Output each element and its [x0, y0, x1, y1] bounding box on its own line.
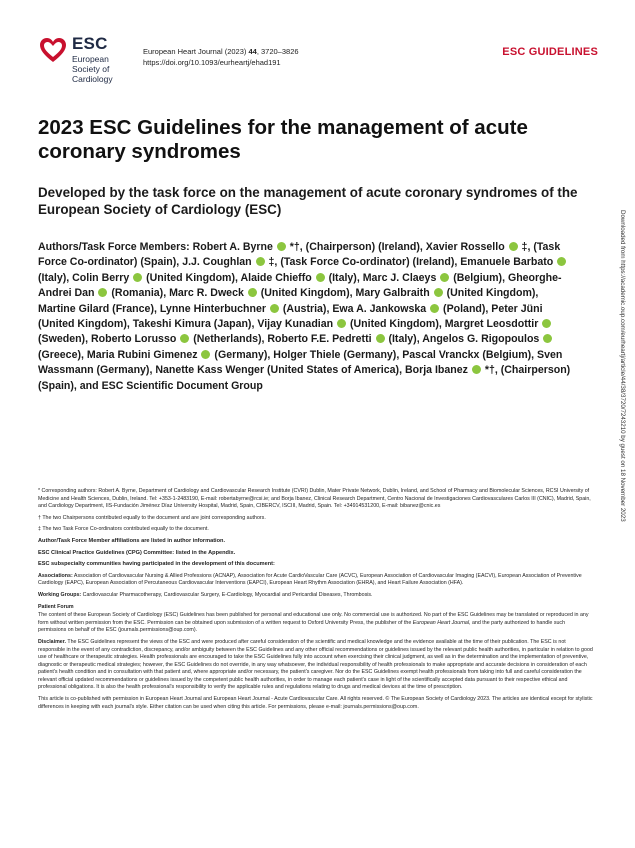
orcid-icon[interactable]	[180, 334, 189, 343]
page-header	[38, 34, 598, 84]
journal-pages: , 3720–3826	[256, 47, 299, 56]
logo-esc-text: ESC	[72, 34, 108, 53]
paper-subtitle: Developed by the task force on the management of acute coronary syndromes of the European Society of Cardiology (ESC)	[38, 185, 578, 217]
subspecialty-note: ESC subspecialty communities having participated in the development of this document:	[38, 561, 275, 568]
orcid-icon[interactable]	[201, 350, 210, 359]
dagger-note: † The two Chairpersons contributed equally to the document and are joint corresponding authors.	[38, 514, 266, 521]
orcid-icon[interactable]	[316, 273, 325, 282]
download-watermark	[619, 210, 627, 700]
orcid-icon[interactable]	[557, 257, 566, 266]
patient-forum-label: Patient Forum	[38, 603, 74, 610]
orcid-icon[interactable]	[430, 304, 439, 313]
orcid-icon[interactable]	[440, 273, 449, 282]
orcid-icon[interactable]	[434, 288, 443, 297]
content-note: The content of these European Society of Cardiology (ESC) Guidelines has been published for personal and educational use only. No commercial use is authorized. No part of the ESC Guidelines may be translated or reproduced in any form without written permission from the ESC. Permission can be obtained upon submission of a written request to Oxford University Press, the publisher of the European Heart Journal, and the party authorized to handle such permissions on behalf of the ESC (journals.permissions@oup.com).	[38, 612, 589, 634]
journal-name: European Heart Journal (2023)	[143, 47, 249, 56]
orcid-icon[interactable]	[509, 242, 518, 251]
orcid-icon[interactable]	[248, 288, 257, 297]
cpg-note: ESC Clinical Practice Guidelines (CPG) Committee: listed in the Appendix.	[38, 549, 236, 556]
heart-logo-icon	[38, 36, 68, 64]
orcid-icon[interactable]	[133, 273, 142, 282]
doi-link[interactable]: https://doi.org/10.1093/eurheartj/ehad191	[143, 58, 281, 67]
orcid-icon[interactable]	[376, 334, 385, 343]
orcid-icon[interactable]	[542, 319, 551, 328]
working-groups-note: Working Groups: Cardiovascular Pharmacotherapy, Cardiovascular Surgery, E-Cardiology, Myocardial and Pericardial Diseases, Thrombosis.	[38, 591, 373, 598]
paper-title: 2023 ESC Guidelines for the management of acute coronary syndromes	[38, 116, 528, 163]
affiliations-note: Author/Task Force Member affiliations are listed in author information.	[38, 537, 226, 544]
copublication-note: This article is co-published with permission in European Heart Journal and European Heart Journal - Acute Cardiovascular Care. All rights reserved. © The European Society of Cardiology 2023. The articles are identical except for stylistic differences in keeping with each journal's style. Either citation can be used when citing this article. For permissions, please e-mail: journals.permissions@oup.com.	[38, 696, 593, 710]
esc-logo	[38, 34, 148, 84]
front-matter-notes	[38, 488, 594, 715]
corresponding-note: * Corresponding authors: Robert A. Byrne, Department of Cardiology and Cardiovascular Research Institute (CVRI) Dublin, Mater Private Network, Dublin, Ireland, and School of Pharmacy and Biomolecular Sciences, RCSI University of Medicine and Health Sciences, Dublin, Ireland. Tel: +353-1-2483190, E-mail: robertabyrne@rcsi.ie; and Borja Ibanez, Clinical Research Department, Centro Nacional de Investigaciones Cardiovasculares Carlos III (CNIC), Madrid, Spain, and Cardiology Department, IIS-Fundación Jiménez Díaz University Hospital, Madrid, Spain, CIBERCV, ISCIII, Madrid, Spain. Tel: +34914531200, E-mail: bibanez@cnic.es	[38, 488, 591, 510]
associations-note: Associations: Association of Cardiovascular Nursing & Allied Professions (ACNAP), Association for Acute CardioVascular Care (ACVC), European Association of Cardiovascular Imaging (EACVI), European Association of Preventive Cardiology (EAPC), European Association of Percutaneous Cardiovascular Interventions (EAPCI), European Heart Rhythm Association (EHRA), and Heart Failure Association (HFA).	[38, 572, 582, 587]
journal-citation	[143, 46, 299, 68]
journal-volume: 44	[248, 47, 257, 56]
disclaimer-note: Disclaimer. The ESC Guidelines represent the views of the ESC and were produced after careful consideration of the scientific and medical knowledge and the evidence available at the time of their publication. The ESC is not responsible in the event of any contradiction, discrepancy, and/or ambiguity between the ESC Guidelines and any other official recommendations or guidelines issued by the relevant public health authorities, in particular in relation to good use of healthcare or therapeutic strategies. Health professionals are encouraged to take the ESC Guidelines fully into account when exercising their clinical judgment, as well as in the determination and the implementation of preventive, diagnostic or therapeutic medical strategies; however, the ESC Guidelines do not override, in any way whatsoever, the individual responsibility of health professionals to make appropriate and accurate decisions in consideration of each patient's health condition and in consultation with that patient and, where appropriate and/or necessary, the patient's caregiver. Nor do the ESC Guidelines exempt health professionals from taking into full and careful consideration the relevant official updated recommendations or guidelines issued by the competent public health authorities, in order to manage each patient's case in light of the scientifically accepted data pursuant to their respective ethical and professional obligations. It is also the health professional's responsibility to verify the applicable rules and regulations relating to drugs and medical devices at the time of prescription.	[38, 638, 593, 691]
orcid-icon[interactable]	[270, 304, 279, 313]
logo-society-text: European Society of Cardiology	[72, 54, 113, 84]
orcid-icon[interactable]	[472, 365, 481, 374]
author-list: Authors/Task Force Members: Robert A. Byrne *†, (Chairperson) (Ireland), Xavier Rossello ‡, (Task Force Co-ordinator) (Spain), J.J. Coughlan ‡, (Task Force Co-ordinator) (Ireland), Emanuele Barbato (Italy), Colin Berry (United Kingdom), Alaide Chieffo (Italy), Marc J. Claeys (Belgium), Gheorghe-Andrei Dan (Romania), Marc R. Dweck (United Kingdom), Mary Galbraith (United Kingdom), Martine Gilard (France), Lynne Hinterbuchner (Austria), Ewa A. Jankowska (Poland), Peter Jüni (United Kingdom), Takeshi Kimura (Japan), Vijay Kunadian (United Kingdom), Margret Leosdottir (Sweden), Roberto Lorusso (Netherlands), Roberto F.E. Pedretti (Italy), Angelos G. Rigopoulos (Greece), Maria Rubini Gimenez (Germany), Holger Thiele (Germany), Pascal Vranckx (Belgium), Sven Wassmann (Germany), Nanette Kass Wenger (United States of America), Borja Ibanez *†, (Chairperson) (Spain), and ESC Scientific Document Group	[38, 241, 571, 392]
orcid-icon[interactable]	[277, 242, 286, 251]
authors-label: Authors/Task Force Members:	[38, 241, 190, 253]
orcid-icon[interactable]	[98, 288, 107, 297]
orcid-icon[interactable]	[543, 334, 552, 343]
download-watermark-text: Downloaded from https://academic.oup.com/eurheartj/article/44/38/3720/7243210 by guest on 18 November 2023	[619, 210, 626, 522]
orcid-icon[interactable]	[256, 257, 265, 266]
double-dagger-note: ‡ The two Task Force Co-ordinators contributed equally to the document.	[38, 526, 209, 533]
guidelines-badge: ESC GUIDELINES	[502, 46, 598, 58]
orcid-icon[interactable]	[337, 319, 346, 328]
